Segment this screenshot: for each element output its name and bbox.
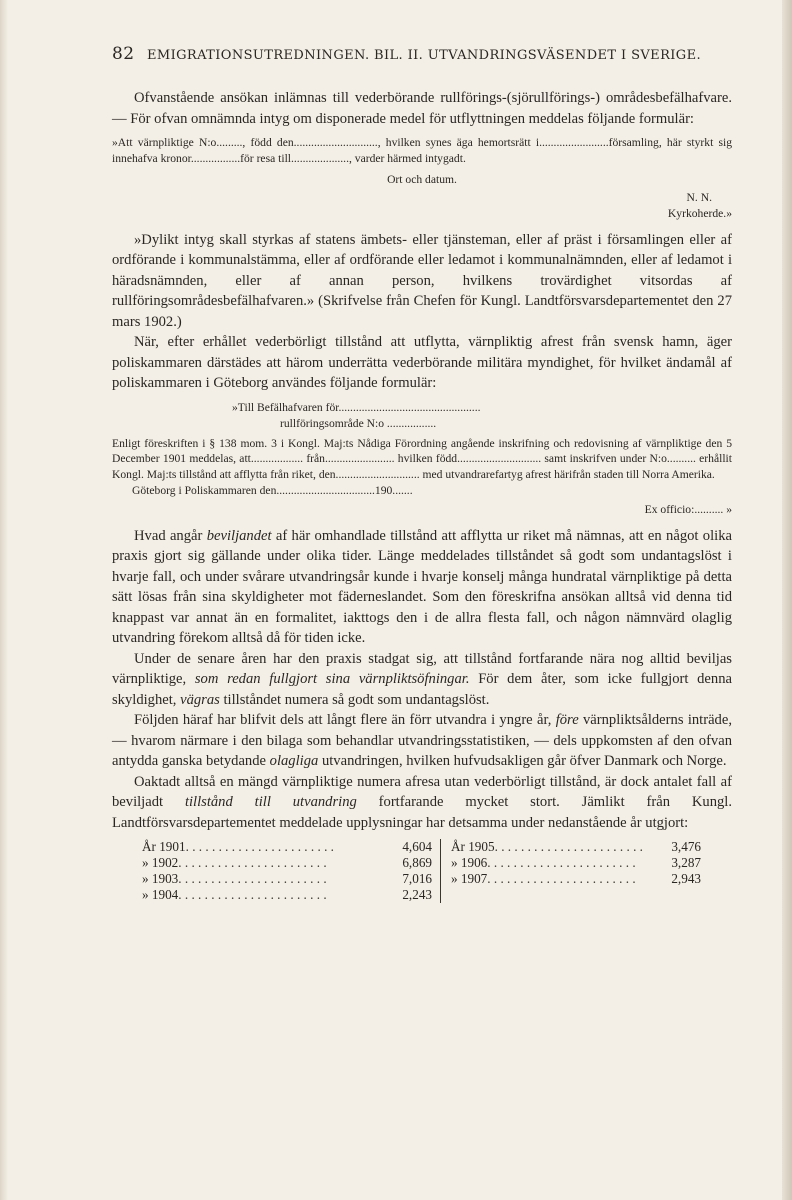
running-title: EMIGRATIONSUTREDNINGEN. BIL. II. UTVANDRINGSVÄSENDET I SVERIGE. — [146, 48, 702, 63]
stats-row — [451, 855, 701, 871]
intro-paragraph — [112, 88, 732, 129]
stats-value: 2,943 — [671, 871, 701, 887]
para5-italic-1: före — [555, 712, 579, 729]
leader-dots: . . . . . . . . . . . . . . . . . . . . . . . — [178, 887, 327, 903]
stats-year: » 1903 — [142, 871, 179, 887]
stats-column-left — [112, 839, 440, 903]
form1-text — [112, 135, 732, 167]
paragraph-dylikt-text: »Dylikt intyg skall styrkas af statens ämbets- eller tjänsteman, eller af präst i församlingen eller af ordförande i kommunalstämma, eller af ordförande eller ledamot i kommunalnämnden, eller af ledamot i häradsnämnden, eller af annan person, hvilkens trovärdighet vitsordas af rullföringsområdesbefälhafvaren.» (Skrifvelse från Chefen för Kungl. Landtförsvarsdepartementet den 27 mars 1902.) — [112, 231, 732, 330]
form2-address-line2: rullföringsområde N:o ................. — [280, 416, 437, 430]
stats-row — [142, 871, 432, 887]
stats-value: 7,016 — [402, 871, 432, 887]
stats-column-right — [440, 839, 709, 903]
stats-value: 3,476 — [671, 839, 701, 855]
form2-signature: Ex officio:.......... » — [644, 502, 732, 516]
stats-year: År 1901 — [142, 839, 186, 855]
para4-italic-1: som redan fullgjort sina värnpliktsöfningar. — [194, 671, 470, 688]
page-left-shadow — [0, 0, 8, 1200]
leader-dots: . . . . . . . . . . . . . . . . . . . . . . . — [178, 871, 327, 887]
stats-row — [142, 855, 432, 871]
paragraph-nar — [112, 332, 732, 394]
stats-value: 2,243 — [402, 887, 432, 903]
leader-dots: . . . . . . . . . . . . . . . . . . . . . . . — [487, 871, 636, 887]
para6-c: fortfarande mycket stort. Jämlikt från Kungl. Landtförsvarsdepartementet meddelade upplysningar har detsamma under nedanstående år utgjort: — [112, 794, 732, 831]
paragraph-under — [112, 649, 732, 711]
stats-year: » 1904 — [142, 887, 179, 903]
stats-year: År 1905 — [451, 839, 495, 855]
stats-year: » 1907 — [451, 871, 488, 887]
running-header — [112, 44, 732, 64]
stats-year: » 1902 — [142, 855, 179, 871]
para4-e: tillståndet numera så godt som undantagslöst. — [219, 691, 490, 708]
form2-body: Enligt föreskriften i § 138 mom. 3 i Kongl. Maj:ts Nådiga Förordning angående inskrifning och redovisning af värnpliktige den 5 December 1901 meddelas, att.................. från........................ hvilken född............................. samt inskrifven under N:o.......... erhållit Kongl. Maj:ts tillstånd att afflytta från riket, den............................. med utvandrarefartyg afrest härifrån staden till Norra Amerika. — [112, 436, 732, 482]
stats-row — [451, 871, 701, 887]
form1-place-date: Ort och datum. — [387, 172, 457, 186]
para4-c: För dem åter, som icke fullgjort denna skyldighet, — [112, 671, 732, 708]
stats-row — [142, 887, 432, 903]
page-body — [112, 88, 732, 903]
para5-e: utvandringen, hvilken hufvudsakligen går öfver Danmark och Norge. — [318, 753, 727, 770]
para4-italic-2: vägras — [180, 691, 220, 708]
paragraph-dylikt — [112, 230, 732, 333]
paragraph-foljden — [112, 710, 732, 772]
form1-signature-name: N. N. — [686, 191, 712, 205]
page-number: 82 — [112, 44, 135, 64]
para3-italic: beviljandet — [206, 527, 272, 544]
form2-address-line1: »Till Befälhafvaren för................................................. — [232, 400, 481, 414]
para5-c: värnpliktsålderns inträde, — hvarom närmare i den bilaga som behandlar utvandringsstatistiken, — dels uppkomsten af den ofvan antydda ganska betydande — [112, 712, 732, 770]
stats-row — [451, 839, 701, 855]
form2-text — [112, 436, 732, 483]
para4-a: Under de senare åren har den praxis stadgat sig, att tillstånd fortfarande nära nog alltid beviljas värnpliktige, — [112, 650, 732, 688]
stats-value: 6,869 — [402, 855, 432, 871]
leader-dots: . . . . . . . . . . . . . . . . . . . . . . . — [178, 855, 327, 871]
para6-italic: tillstånd till utvandring — [184, 794, 357, 811]
para5-a: Följden häraf har blifvit dels att långt flere än förr utvandra i yngre år, — [134, 712, 556, 729]
paragraph-nar-text: När, efter erhållet vederbörligt tillstånd att utflytta, värnpliktig afrest från svensk hamn, äger poliskammaren därstädes att härom underrätta vederbörande militära myndighet, för hvilket ändamål af poliskammaren i Göteborg användes följande formulär: — [112, 334, 732, 392]
para3-c: af här omhandlade tillstånd att afflytta ur riket må nämnas, att en något olika praxis gjort sig gällande under olika tider. Länge meddelades tillståndet så godt som undantagslöst i hvarje fall, och under svårare utvandringsår kunde i hvarje konselj många hundratal värnpliktige på detta sätt lösas från sina skyldigheter mot fäderneslandet. Som den föreskrifna ansökan alltså vid denna tid knappast var annat än en formalitet, iakttogs den i de allra flesta fall, och någon nämnvärd olaglig utvandring förekom alltså då för tiden icke. — [112, 527, 732, 647]
para6-a: Oaktadt alltså en mängd värnpliktige numera afresa utan vederbörligt tillstånd, är dock antalet fall af beviljadt — [112, 773, 732, 811]
form1-body: »Att värnpliktige N:o........., född den............................., hvilken synes äga hemortsrätt i........................församling, här styrkt sig innehafva kronor.................för resa till...................., varder härmed intygadt. — [112, 136, 732, 165]
intro-text: Ofvanstående ansökan inlämnas till vederbörande rullförings-(sjörullförings-) områdesbefälhafvare. — För ofvan omnämnda intyg om disponerade medel för utflyttningen meddelas följande formulär: — [112, 90, 732, 127]
page-right-edge — [782, 0, 792, 1200]
leader-dots: . . . . . . . . . . . . . . . . . . . . . . . — [494, 839, 643, 855]
para3-a: Hvad angår — [134, 527, 207, 544]
paragraph-oaktadt — [112, 772, 732, 834]
stats-row — [142, 839, 432, 855]
paragraph-hvad — [112, 526, 732, 649]
form1-signature-title: Kyrkoherde.» — [667, 207, 732, 221]
stats-year: » 1906 — [451, 855, 488, 871]
leader-dots: . . . . . . . . . . . . . . . . . . . . . . . — [487, 855, 636, 871]
para5-italic-2: olagliga — [269, 753, 319, 770]
form2-place-date: Göteborg i Poliskammaren den..................................190....... — [132, 483, 413, 497]
stats-value: 4,604 — [402, 839, 432, 855]
permits-by-year-table — [112, 839, 732, 903]
leader-dots: . . . . . . . . . . . . . . . . . . . . . . . — [185, 839, 334, 855]
stats-value: 3,287 — [671, 855, 701, 871]
